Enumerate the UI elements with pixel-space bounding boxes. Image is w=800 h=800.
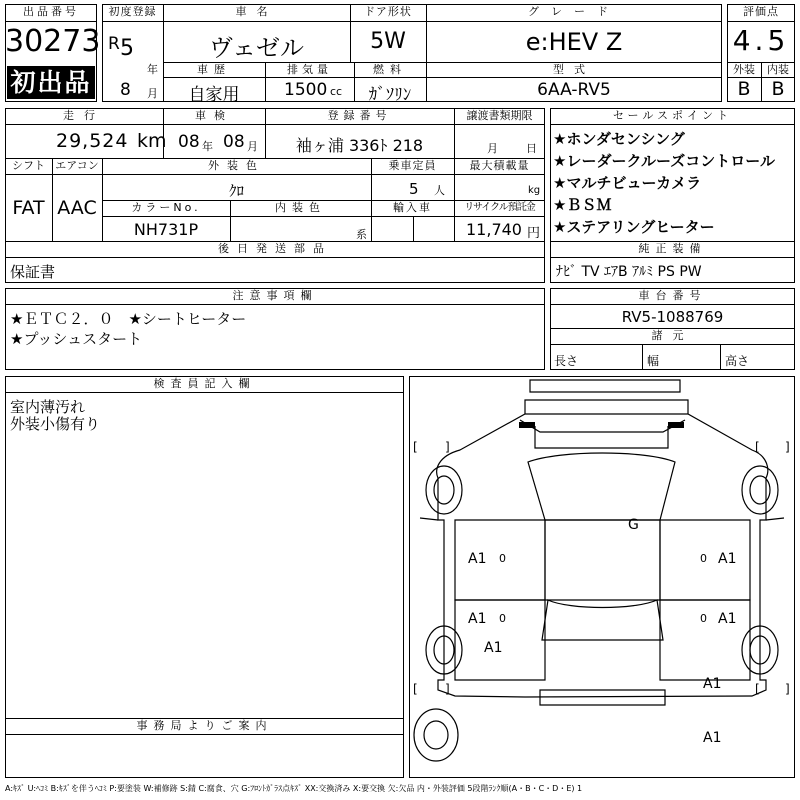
interior-score: B <box>771 78 785 100</box>
fuel-label: 燃料 <box>373 63 407 76</box>
sales-points-label: セールスポイント <box>612 109 732 122</box>
bracket-left-bottom: [ <box>413 682 418 696</box>
inspection-year: 08 <box>178 132 200 152</box>
score-label: 評価点 <box>743 5 779 18</box>
displacement-unit: cc <box>330 85 343 98</box>
notes-label: 注意事項欄 <box>232 289 318 302</box>
sales-point-item: ★マルチビューカメラ <box>553 174 702 192</box>
bracket-right-bottom-close: ] <box>785 682 790 696</box>
damage-mark: A1 <box>703 730 722 746</box>
capacity-label: 乗車定員 <box>388 159 437 172</box>
capacity-unit: 人 <box>434 184 445 197</box>
width-label: 幅 <box>647 354 660 368</box>
interior-color-label: 内装色 <box>275 201 326 214</box>
sales-point-item: ★ステアリングヒーター <box>553 218 715 236</box>
office-label: 事務局よりご案内 <box>136 719 273 732</box>
era-prefix: R <box>108 34 120 54</box>
score-value: 4.5 <box>732 24 790 57</box>
displacement-value: 1500 <box>284 80 328 100</box>
shift-label: シフト <box>12 159 45 172</box>
chassis-label: 車台番号 <box>638 289 707 302</box>
sales-point-item: ★レーダークルーズコントロール <box>553 152 775 170</box>
color-label: 外装色 <box>208 159 265 172</box>
recycle-label: リサイクル預託金 <box>464 202 535 213</box>
interior-color-unit: 系 <box>356 228 367 241</box>
zero-mark: 0 <box>700 612 707 625</box>
mileage-label: 走行 <box>63 109 105 122</box>
name-label: 車名 <box>235 5 278 18</box>
legend: A:ｷｽﾞ U:ﾍｺﾐ B:ｷｽﾞを伴うﾍｺﾐ P:要塗装 W:補修跡 S:錆 C:腐食、穴 G:ﾌﾛﾝﾄｶﾞﾗｽ点ｷｽﾞ XX:交換済み X:要交換 欠:欠品 内・外装評価 5段階ﾗﾝｸ順(A・B・C・D・E) 1 <box>5 784 583 793</box>
model-value: 6AA-RV5 <box>537 80 611 100</box>
bracket-right-top: [ <box>755 440 760 454</box>
plate-label: 登録番号 <box>327 109 392 122</box>
zero-mark: 0 <box>700 552 707 565</box>
damage-mark: A1 <box>468 611 487 627</box>
damage-mark: A1 <box>718 611 737 627</box>
damage-mark: A1 <box>703 676 722 692</box>
ac-label: エアコン <box>55 159 99 172</box>
damage-mark: A1 <box>484 640 503 656</box>
inspection-label: 車検 <box>195 109 233 122</box>
lot-label: 出品番号 <box>23 5 79 18</box>
plate-value: 袖ヶ浦 336ﾄ 218 <box>295 136 424 155</box>
displacement-label: 排気量 <box>287 63 332 76</box>
grade-value: e:HEV Z <box>525 28 623 56</box>
capacity-value: 5 <box>409 180 419 198</box>
length-label: 長さ <box>554 354 579 368</box>
chassis-value: RV5-1088769 <box>621 308 724 326</box>
genuine-label: 純正装備 <box>638 242 707 255</box>
color-no-label: カラーNo. <box>131 201 201 214</box>
import-label: 輸入車 <box>393 201 432 214</box>
later-parts-label: 後日発送部品 <box>218 242 332 255</box>
exterior-label: 外装 <box>733 63 755 76</box>
height-label: 高さ <box>725 354 750 368</box>
inspector-line-2: 外装小傷有り <box>10 415 101 433</box>
year-value: 5 <box>120 36 134 61</box>
lot-number: 30273 <box>5 24 101 59</box>
genuine-value: ﾅﾋﾞ TV ｴｱB ｱﾙﾐ PS PW <box>556 264 702 280</box>
recycle-unit: 円 <box>527 226 541 241</box>
dims-label: 諸元 <box>651 329 694 342</box>
door-value: 5W <box>370 29 406 54</box>
damage-mark: A1 <box>718 551 737 567</box>
month-unit: 月 <box>147 87 158 100</box>
name-value: ヴェゼル <box>208 34 305 62</box>
inspection-month: 08 <box>223 132 245 152</box>
sales-point-item: ★ＢＳＭ <box>553 196 612 214</box>
bracket-right-bottom: [ <box>755 682 760 696</box>
interior-label: 内装 <box>767 63 789 76</box>
inspection-month-unit: 月 <box>247 140 258 153</box>
model-label: 型式 <box>553 63 595 76</box>
recycle-value: 11,740 <box>466 220 522 239</box>
first-listing-badge: 初出品 <box>7 66 95 99</box>
transfer-label: 譲渡書類期限 <box>466 109 533 122</box>
color-no-value: NH731P <box>133 220 199 239</box>
fuel-value: ｶﾞｿﾘﾝ <box>368 85 412 105</box>
door-label: ドア形状 <box>364 5 412 18</box>
sales-point-item: ★ホンダセンシング <box>553 130 685 148</box>
history-value: 自家用 <box>188 85 240 105</box>
bracket-left-top-close: ] <box>445 440 450 454</box>
shift-value: FAT <box>12 197 45 219</box>
month-value: 8 <box>120 80 131 100</box>
ac-value: AAC <box>57 197 97 219</box>
mileage-value: 29,524 <box>56 130 129 152</box>
transfer-month-unit: 月 <box>487 142 498 155</box>
load-label: 最大積載量 <box>469 159 530 172</box>
inspector-line-1: 室内薄汚れ <box>10 398 86 416</box>
grade-label: グレード <box>528 5 620 18</box>
inspector-label: 検査員記入欄 <box>153 377 256 390</box>
mileage-unit: km <box>137 130 167 152</box>
damage-mark: A1 <box>468 551 487 567</box>
bracket-left-top: [ <box>413 440 418 454</box>
later-parts-value: 保証書 <box>10 263 56 281</box>
inspection-year-unit: 年 <box>202 140 213 153</box>
load-unit: kg <box>528 185 541 196</box>
bracket-right-top-close: ] <box>785 440 790 454</box>
zero-mark: 0 <box>499 552 506 565</box>
exterior-score: B <box>737 78 751 100</box>
year-unit: 年 <box>147 63 158 76</box>
notes-line-2: ★プッシュスタート <box>10 330 143 348</box>
transfer-day-unit: 日 <box>526 142 537 155</box>
first-reg-label: 初度登録 <box>108 5 157 18</box>
notes-line-1: ★ＥＴＣ２．０ ★シートヒーター <box>10 310 247 328</box>
history-label: 車歴 <box>197 63 231 76</box>
bracket-left-bottom-close: ] <box>445 682 450 696</box>
damage-mark: G <box>628 517 639 533</box>
color-value: ｸﾛ <box>228 182 244 200</box>
zero-mark: 0 <box>499 612 506 625</box>
